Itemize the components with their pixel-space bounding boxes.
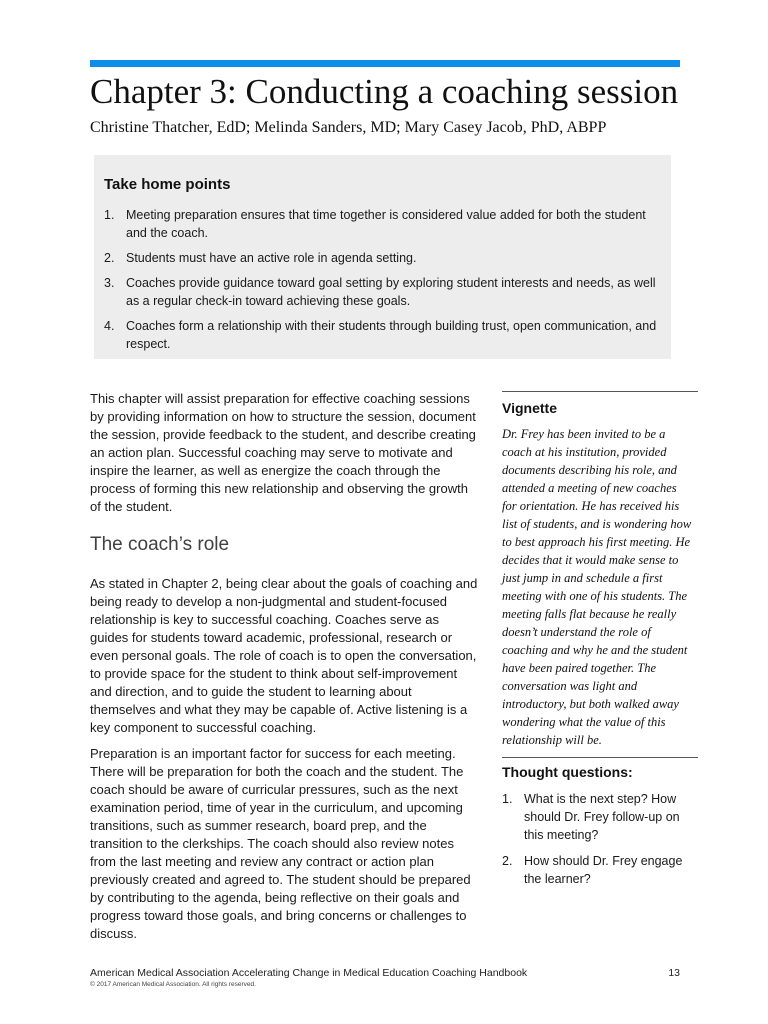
- chapter-authors: Christine Thatcher, EdD; Melinda Sanders, MD; Mary Casey Jacob, PhD, ABPP: [90, 119, 607, 136]
- top-accent-rule: [90, 60, 680, 67]
- thought-question-item: [502, 852, 698, 888]
- page-footer: [90, 966, 680, 990]
- thought-question-text: What is the next step? How should Dr. Frey follow-up on this meeting?: [524, 792, 680, 842]
- page-number: 13: [668, 967, 680, 979]
- footer-handbook-title: American Medical Association Accelerating Change in Medical Education Coaching Handbook: [90, 967, 528, 979]
- take-home-heading: Take home points: [104, 176, 231, 193]
- take-home-list: [104, 206, 657, 353]
- take-home-item-number: 3.: [104, 276, 115, 290]
- thought-question-item: [502, 790, 698, 844]
- vignette-sidebar: [502, 391, 698, 896]
- take-home-item-number: 1.: [104, 208, 115, 222]
- take-home-item: [104, 206, 657, 242]
- take-home-box: [94, 155, 671, 359]
- footer-copyright: © 2017 American Medical Association. All rights reserved.: [90, 981, 256, 988]
- take-home-item-text: Students must have an active role in agenda setting.: [126, 251, 417, 265]
- take-home-item-number: 4.: [104, 319, 115, 333]
- take-home-item-number: 2.: [104, 251, 115, 265]
- take-home-item-text: Coaches provide guidance toward goal setting by exploring student interests and needs, as well as a regular check-in toward achieving these goals.: [126, 276, 656, 308]
- take-home-item: [104, 317, 657, 353]
- thought-question-text: How should Dr. Frey engage the learner?: [524, 854, 683, 886]
- take-home-item-text: Coaches form a relationship with their students through building trust, open communication, and respect.: [126, 319, 657, 351]
- thought-questions: [502, 757, 698, 888]
- take-home-item: [104, 249, 657, 267]
- thought-question-number: 2.: [502, 854, 513, 868]
- chapter-title: Chapter 3: Conducting a coaching session: [90, 72, 679, 111]
- vignette-heading: Vignette: [502, 400, 557, 416]
- thought-questions-heading: Thought questions:: [502, 764, 633, 780]
- take-home-item: [104, 274, 657, 310]
- section-heading-coach-role: The coach’s role: [90, 534, 230, 555]
- take-home-item-text: Meeting preparation ensures that time together is considered value added for both the student and the coach.: [126, 208, 646, 240]
- coach-role-paragraph: As stated in Chapter 2, being clear about the goals of coaching and being ready to develop a non-judgmental and student-focused relationship is key to successful coaching. Coaches serve as guides for students toward academic, professional, research or even personal goals. The role of coach is to open the conversation, to provide space for the student to think about self-improvement and direction, and to guide the student to learning about themselves and what they may be capable of. Active listening is a key component to successful coaching.: [90, 576, 478, 735]
- vignette-text: Dr. Frey has been invited to be a coach at his institution, provided documents describing his role, and attended a meeting of new coaches for orientation. He has received his list of students, and is wondering how to best approach his first meeting. He decides that it would make sense to just jump in and schedule a first meeting with one of his students. The meeting falls flat because he really doesn’t understand the role of coaching and why he and the student have been paired together. The conversation was light and introductory, but both walked away wondering what the value of this relationship will be.: [502, 427, 692, 747]
- thought-questions-list: [502, 790, 698, 888]
- preparation-paragraph: Preparation is an important factor for success for each meeting. There will be preparation for both the coach and the student. The coach should be aware of curricular pressures, such as the next examination period, time of year in the curriculum, and upcoming transitions, such as summer research, board prep, and the transition to the clerkships. The coach should also review notes from the last meeting and review any contract or action plan previously created and agreed to. The student should be prepared by contributing to the agenda, being reflective on their goals and progress toward those goals, and bring concerns or challenges to discuss.: [90, 746, 471, 941]
- intro-paragraph: This chapter will assist preparation for effective coaching sessions by providing information on how to structure the session, document the session, provide feedback to the student, and describe creating an action plan. Successful coaching may serve to motivate and inspire the learner, as well as energize the coach through the process of forming this new relationship and observing the growth of the student.: [90, 391, 476, 514]
- main-column: [90, 390, 480, 943]
- thought-question-number: 1.: [502, 792, 513, 806]
